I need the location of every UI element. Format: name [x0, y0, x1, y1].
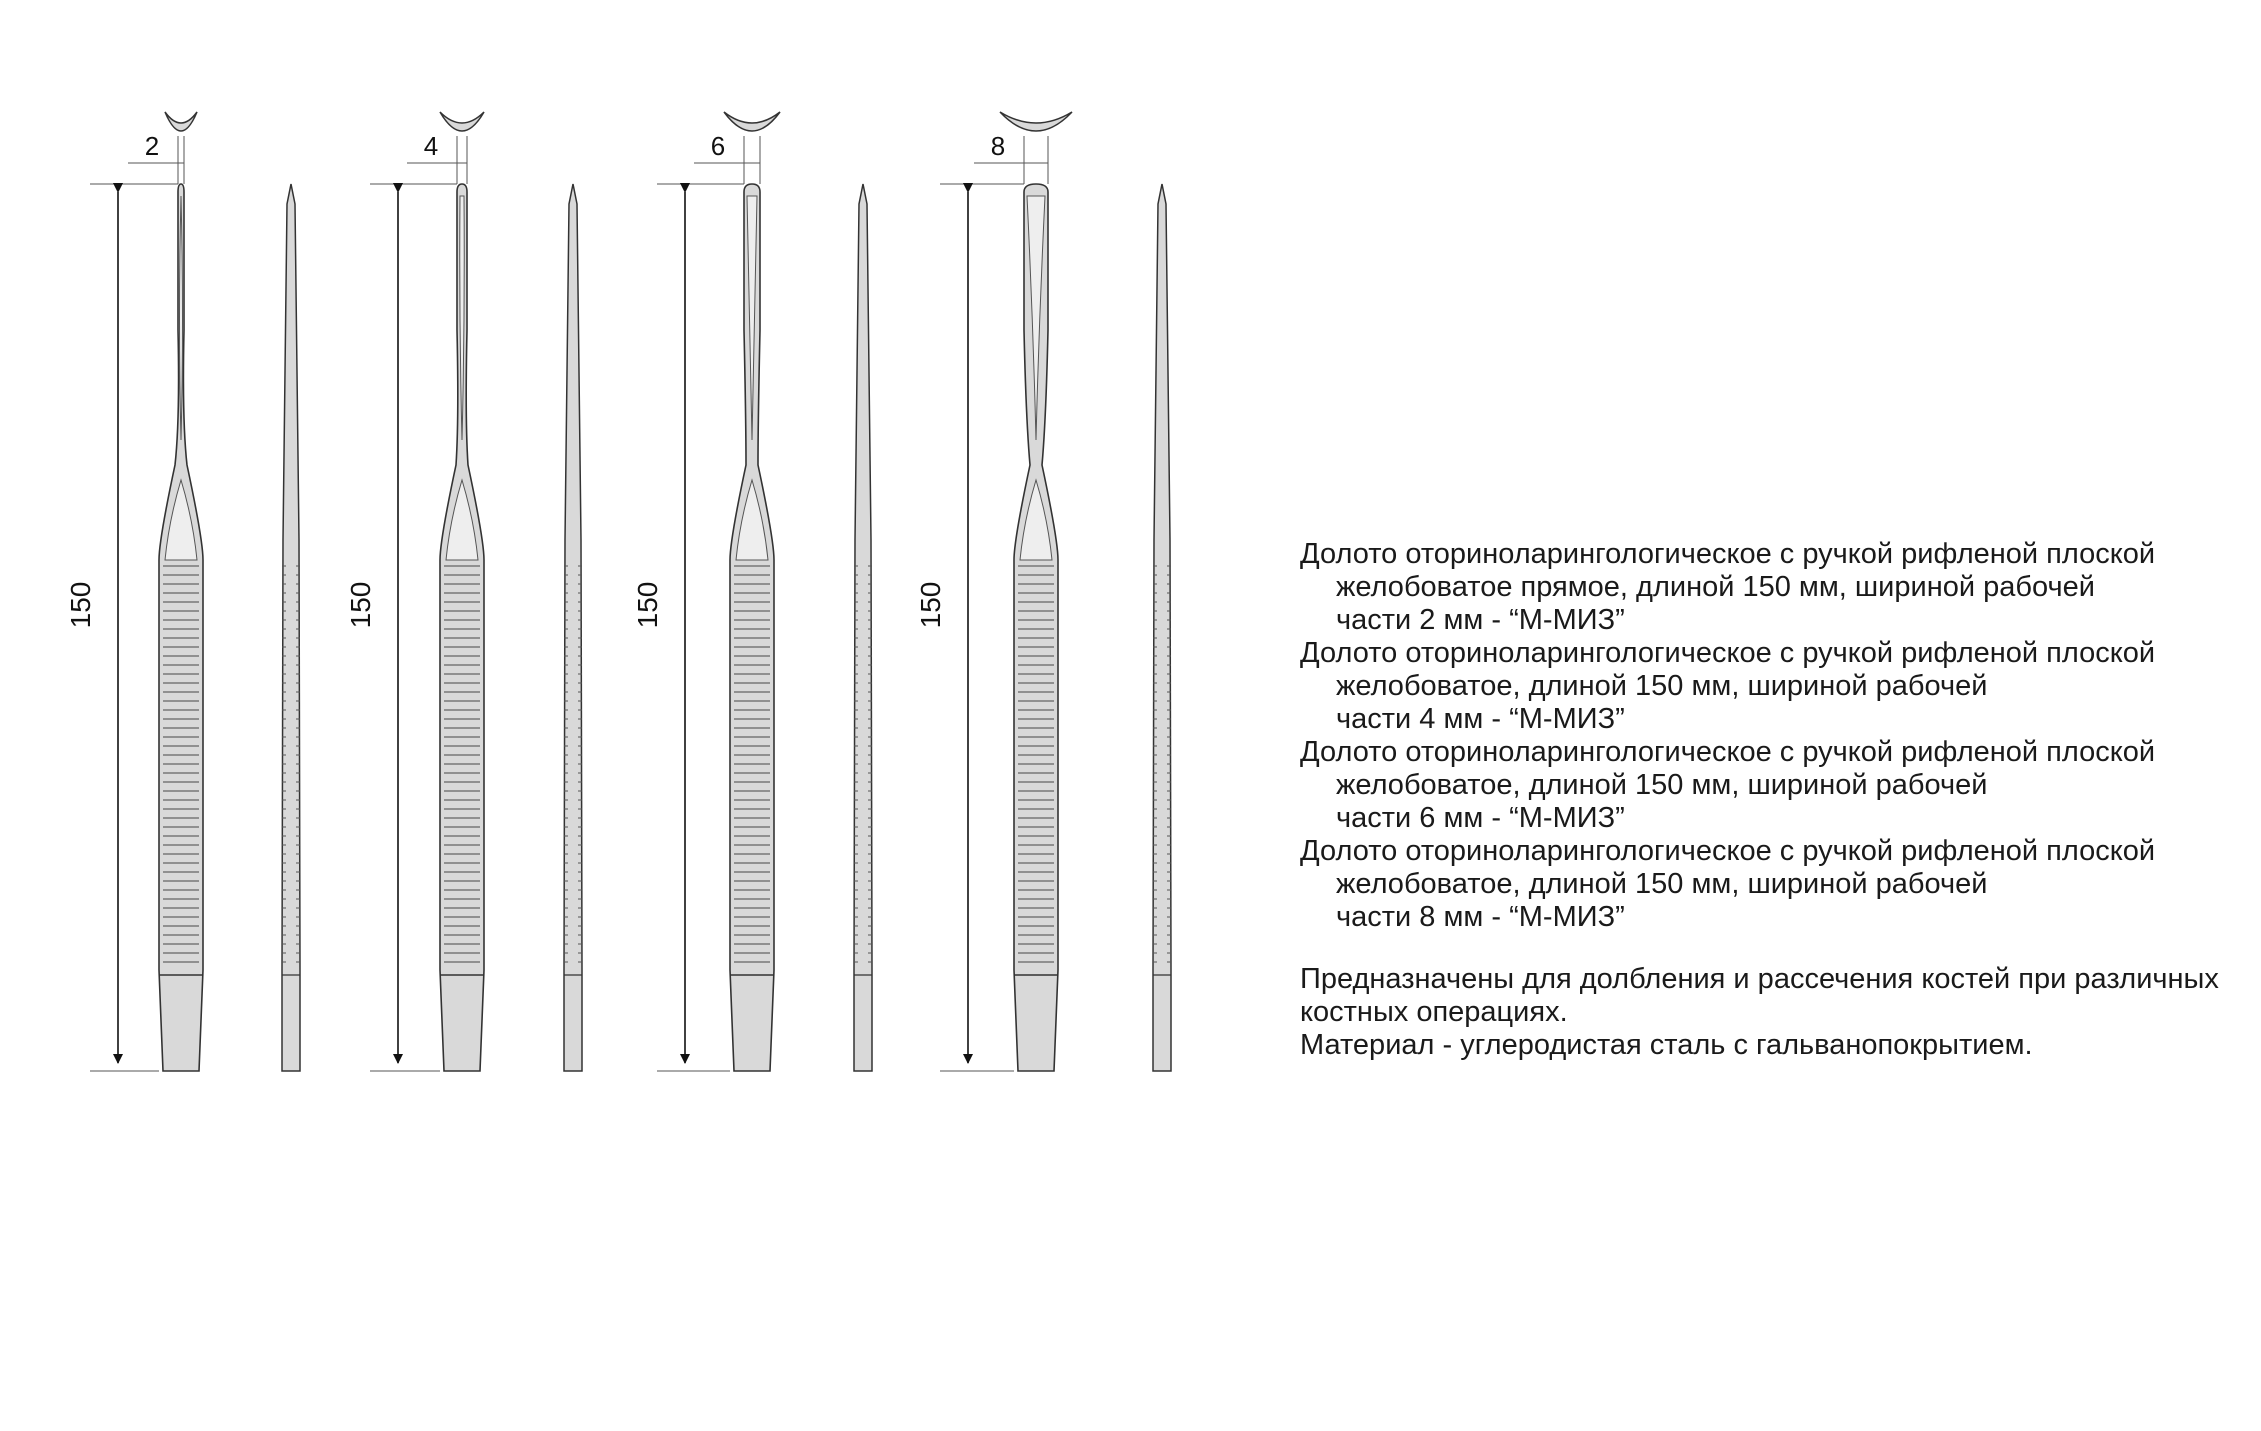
chisel-side-view: [854, 184, 872, 1071]
instrument-descriptions: [1300, 538, 2230, 934]
width-label: 6: [710, 131, 726, 161]
description-line: желобоватое, длиной 150 мм, шириной рабочей: [1336, 670, 1988, 702]
blade-groove: [180, 196, 183, 440]
description-line: Долото оториноларингологическое с ручкой рифленой плоской: [1300, 736, 2156, 768]
length-label: 150: [632, 581, 663, 629]
description-line: желобоватое, длиной 150 мм, шириной рабочей: [1336, 868, 1988, 900]
description-item-8mm: [1300, 835, 2230, 934]
chisel-6mm: [632, 112, 872, 1071]
chisel-4mm: [345, 112, 582, 1071]
width-label: 2: [144, 131, 160, 161]
chisel-8mm: [915, 112, 1171, 1071]
chisel-2mm: [65, 112, 300, 1071]
length-label: 150: [345, 581, 376, 629]
length-label: 150: [915, 581, 946, 629]
description-item-6mm: [1300, 736, 2230, 835]
description-line: части 8 мм - “М-МИЗ”: [1336, 901, 1625, 933]
description-line: части 6 мм - “М-МИЗ”: [1336, 802, 1625, 834]
description-line: Долото оториноларингологическое с ручкой рифленой плоской: [1300, 637, 2156, 669]
description-line: желобоватое, длиной 150 мм, шириной рабочей: [1336, 769, 1988, 801]
description-item-2mm: [1300, 538, 2230, 637]
gouge-cross-section: [440, 112, 484, 131]
chisel-side-view: [1153, 184, 1171, 1071]
purpose-line: Предназначены для долбления и рассечения костей при различных: [1300, 963, 2219, 995]
description-line: части 2 мм - “М-МИЗ”: [1336, 604, 1625, 636]
gouge-cross-section: [1000, 112, 1072, 131]
chisel-side-view: [282, 184, 300, 1071]
description-line: Долото оториноларингологическое с ручкой рифленой плоской: [1300, 835, 2156, 867]
description-item-4mm: [1300, 637, 2230, 736]
purpose-text: [1300, 963, 2245, 1062]
chisel-side-view: [564, 184, 582, 1071]
description-line: части 4 мм - “М-МИЗ”: [1336, 703, 1625, 735]
material-line: Материал - углеродистая сталь с гальванопокрытием.: [1300, 1029, 2033, 1061]
description-line: желобоватое прямое, длиной 150 мм, шириной рабочей: [1336, 571, 2095, 603]
width-label: 4: [423, 131, 439, 161]
description-line: Долото оториноларингологическое с ручкой рифленой плоской: [1300, 538, 2156, 570]
gouge-cross-section: [724, 112, 780, 131]
gouge-cross-section: [165, 112, 197, 131]
length-label: 150: [65, 581, 96, 629]
purpose-line: костных операциях.: [1300, 996, 1568, 1028]
width-label: 8: [990, 131, 1006, 161]
